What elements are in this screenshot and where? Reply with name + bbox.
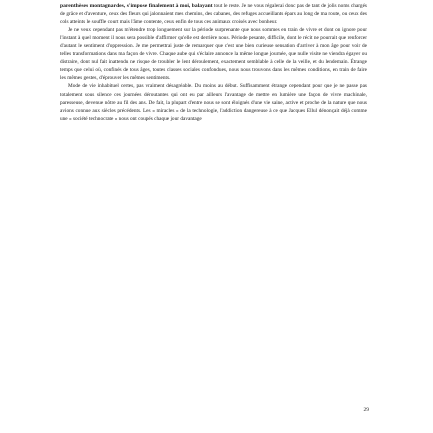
- paragraph-2: Je ne veux cependant pas m'étendre trop longuement sur la période surprenante que nous sommes en train de vivre et dont on ignore pour l'instant à quel moment il nous sera possible d'affirmer qu'elle est derrière nous. Période pesante, difficile, dont le récit ne pourrait que renforcer d'autant le sentiment d'oppression. Je me permettrai juste de remarquer que c'est une bien curieuse sensation d'arriver à mon âge pour voir de telles transformations dans ma façon de vivre. Chaque aube qui s'éclaire annonce la même longue journée, que nulle visite ne viendra égayer ou distraire, dont nul fait inattendu ne risque de troubler le lent déroulement, exactement semblable à celle de la veille, et du lendemain. Étrange temps que celui où, confinés de tous âges, toutes classes sociales confondues, nous nous trouvons dans les mêmes conditions, en train de faire les mêmes gestes, d'éprouver les mêmes sentiments.: [60, 27, 367, 82]
- running-text-fragment: parenthèses montagnardes, s'impose finalement à moi, balayant: [60, 3, 213, 9]
- page-number: 29: [363, 407, 369, 413]
- body-text: [60, 2, 367, 123]
- paragraph-3: Mode de vie inhabituel certes, pas vraiment désagréable. Du moins au début. Suffisamment étrange cependant pour que je ne passe pas totalement sous silence ces journées déroutantes qui ont eu par ailleurs l'avantage de mettre en lumière une façon de vivre machinale, paresseuse, devenue nôtre au fil des ans. De fait, la plupart d'entre nous se sont éloignés d'une vie saine, active et proche de la nature que nous avions connue aux siècles précédents. Les « miracles » de la technologie, l'addiction dangereuse à ce que Jacques Ellul dénonçait déjà comme une « société technocrate » nous ont coupés chaque jour davantage: [60, 83, 367, 122]
- paragraph-1: [60, 2, 367, 26]
- paragraph-1-text: tout le reste. Je ne vous régalerai donc pas de tant de jolis noms chargés de grâce et d'aventure, ceux des fleurs qui jalonnaient mes chemins, des cabanes, des refuges accueillants épars au long de ma route, ou ceux des cols atteints le souffle court mais l'âme contente, ceux enfin de tous ces animaux croisés avec bonheur.: [60, 3, 367, 26]
